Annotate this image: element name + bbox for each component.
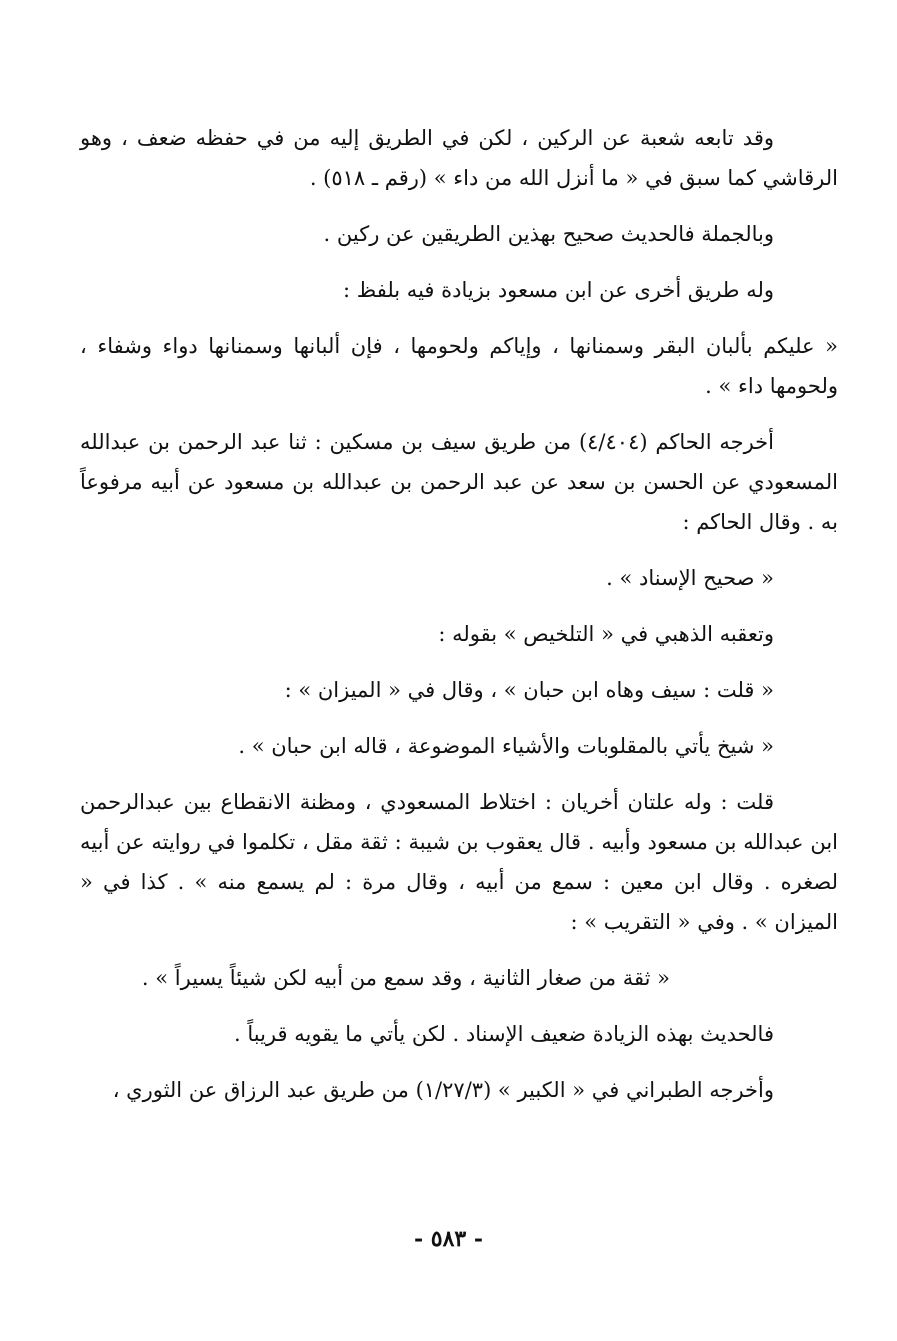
paragraph-takhrij-hakim: أخرجه الحاكم (٤/٤٠٤) من طريق سيف بن مسكين : ثنا عبد الرحمن بن عبدالله المسعودي عن الحسن بن سعد عن عبد الرحمن بن عبدالله بن مسعود عن أبيه مرفوعاً به . وقال الحاكم :	[80, 430, 838, 534]
paragraph-dhahabi: وتعقبه الذهبي في « التلخيص » بقوله :	[438, 622, 774, 646]
paragraph-1: وقد تابعه شعبة عن الركين ، لكن في الطريق إليه من في حفظه ضعف ، وهو الرقاشي كما سبق في « ما أنزل الله من داء » (رقم ـ ٥١٨) .	[80, 126, 838, 190]
quote-dhahabi: « قلت : سيف وهاه ابن حبان » ، وقال في « الميزان » :	[284, 678, 774, 702]
quote-hakim: « صحيح الإسناد » .	[606, 566, 774, 590]
page-body	[80, 118, 838, 1126]
paragraph-3: وله طريق أخرى عن ابن مسعود بزيادة فيه بلفظ :	[343, 278, 774, 302]
quote-hadith: « عليكم بألبان البقر وسمنانها ، وإياكم ولحومها ، فإن ألبانها وسمنانها دواء وشفاء ، ولحومها داء » .	[80, 334, 838, 398]
quote-mizan: « شيخ يأتي بالمقلوبات والأشياء الموضوعة ، قاله ابن حبان » .	[238, 734, 774, 758]
page-number: - ٥٨٣ -	[413, 1226, 484, 1252]
paragraph-tabarani: وأخرجه الطبراني في « الكبير » (١/٢٧/٣) من طريق عبد الرزاق عن الثوري ،	[112, 1078, 774, 1102]
paragraph-2: وبالجملة فالحديث صحيح بهذين الطريقين عن ركين .	[323, 222, 774, 246]
quote-taqrib: « ثقة من صغار الثانية ، وقد سمع من أبيه لكن شيئاً يسيراً » .	[141, 966, 670, 990]
paragraph-conclusion: فالحديث بهذه الزيادة ضعيف الإسناد . لكن يأتي ما يقويه قريباً .	[233, 1022, 774, 1046]
paragraph-illal: قلت : وله علتان أخريان : اختلاط المسعودي ، ومظنة الانقطاع بين عبدالرحمن ابن عبدالله بن مسعود وأبيه . قال يعقوب بن شيبة : ثقة مقل ، تكلموا في روايته عن أبيه لصغره . وقال ابن معين : سمع من أبيه ، وقال مرة : لم يسمع منه » . كذا في « الميزان » . وفي « التقريب » :	[80, 790, 838, 934]
